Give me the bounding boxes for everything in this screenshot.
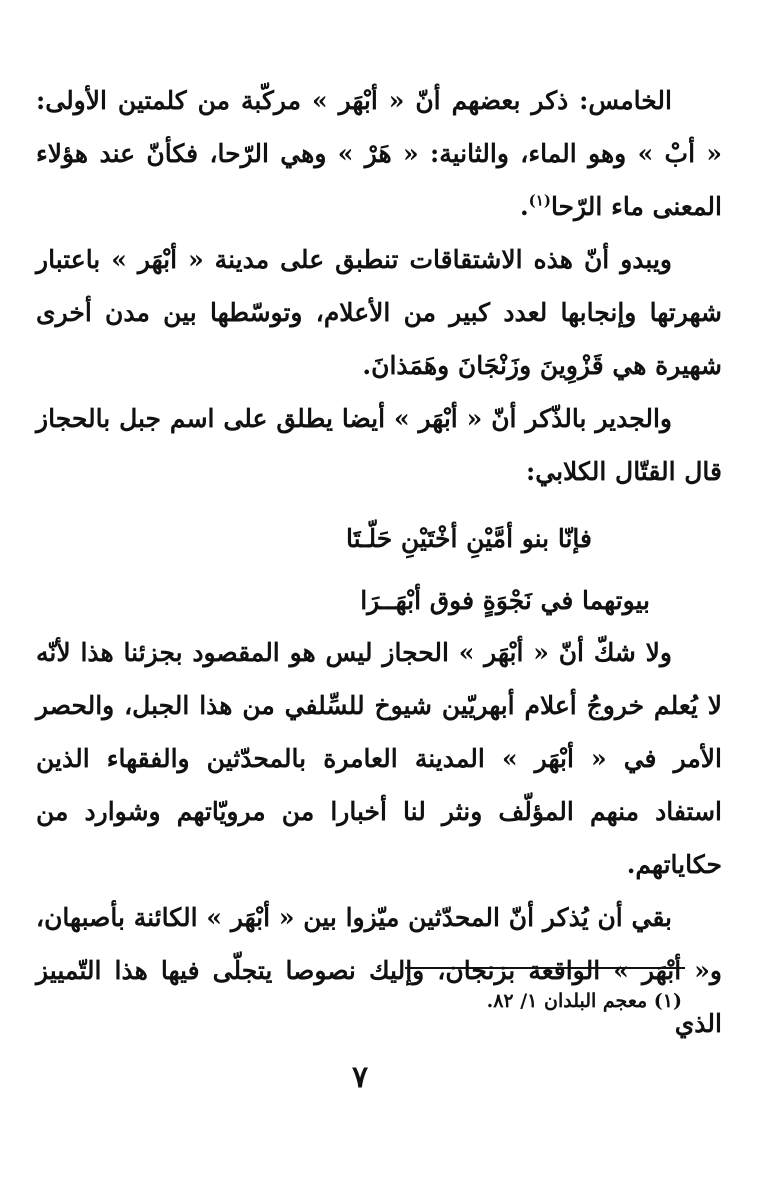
paragraph-1-text: الخامس: ذكر بعضهم أنّ « أبْهَر » مركّبة من كلمتين الأولى: « أبْ » وهو الماء، والثانية: « هَرْ » وهي الرّحا، فكأنّ عند هؤلاء المعنى ماء الرّحا <box>36 86 722 221</box>
footnote: (١) معجم البلدان ١/ ٨٢. <box>486 990 682 1012</box>
footnote-reference: (١) <box>528 191 551 210</box>
paragraph-3: والجدير بالذّكر أنّ « أبْهَر » أيضا يطلق على اسم جبل بالحجاز قال القتّال الكلابي: <box>36 404 722 486</box>
paragraph-5: بقي أن يُذكر أنّ المحدّثين ميّزوا بين « أبْهَر » الكائنة بأصبهان، و« أبْهَر » الواقعة بزنجان، وإليك نصوصا يتجلّى فيها هذا التّمييز الذي <box>36 903 722 1038</box>
paragraph-1 <box>36 74 722 233</box>
verse-line-2: بيوتهما في نَجْوَةٍ فوق أبْهَــرَا <box>360 586 650 615</box>
footnote-divider <box>405 967 685 969</box>
main-text-bottom <box>36 626 722 1050</box>
page-number: ٧ <box>351 1060 369 1095</box>
paragraph-1-end: . <box>519 192 529 221</box>
verse-line-1: فإنّا بنو أمَّيْنِ أخْتَيْنِ حَلّـتَا <box>345 524 592 553</box>
paragraph-2: ويبدو أنّ هذه الاشتقاقات تنطبق على مدينة « أبْهَر » باعتبار شهرتها وإنجابها لعدد كبير من الأعلام، وتوسّطها بين مدن أخرى شهيرة هي قَزْوِينَ وزَنْجَانَ وهَمَذانَ. <box>36 245 722 380</box>
paragraph-4: ولا شكّ أنّ « أبْهَر » الحجاز ليس هو المقصود بجزئنا هذا لأنّه لا يُعلم خروجُ أعلام أبهريّين شيوخ للسِّلفي من هذا الجبل، والحصر الأمر في « أبْهَر » المدينة العامرة بالمحدّثين والفقهاء الذين استفاد منهم المؤلّف ونثر لنا أخبارا من مرويّاتهم وشوارد من حكاياتهم. <box>36 638 722 879</box>
main-text-top <box>36 74 722 498</box>
